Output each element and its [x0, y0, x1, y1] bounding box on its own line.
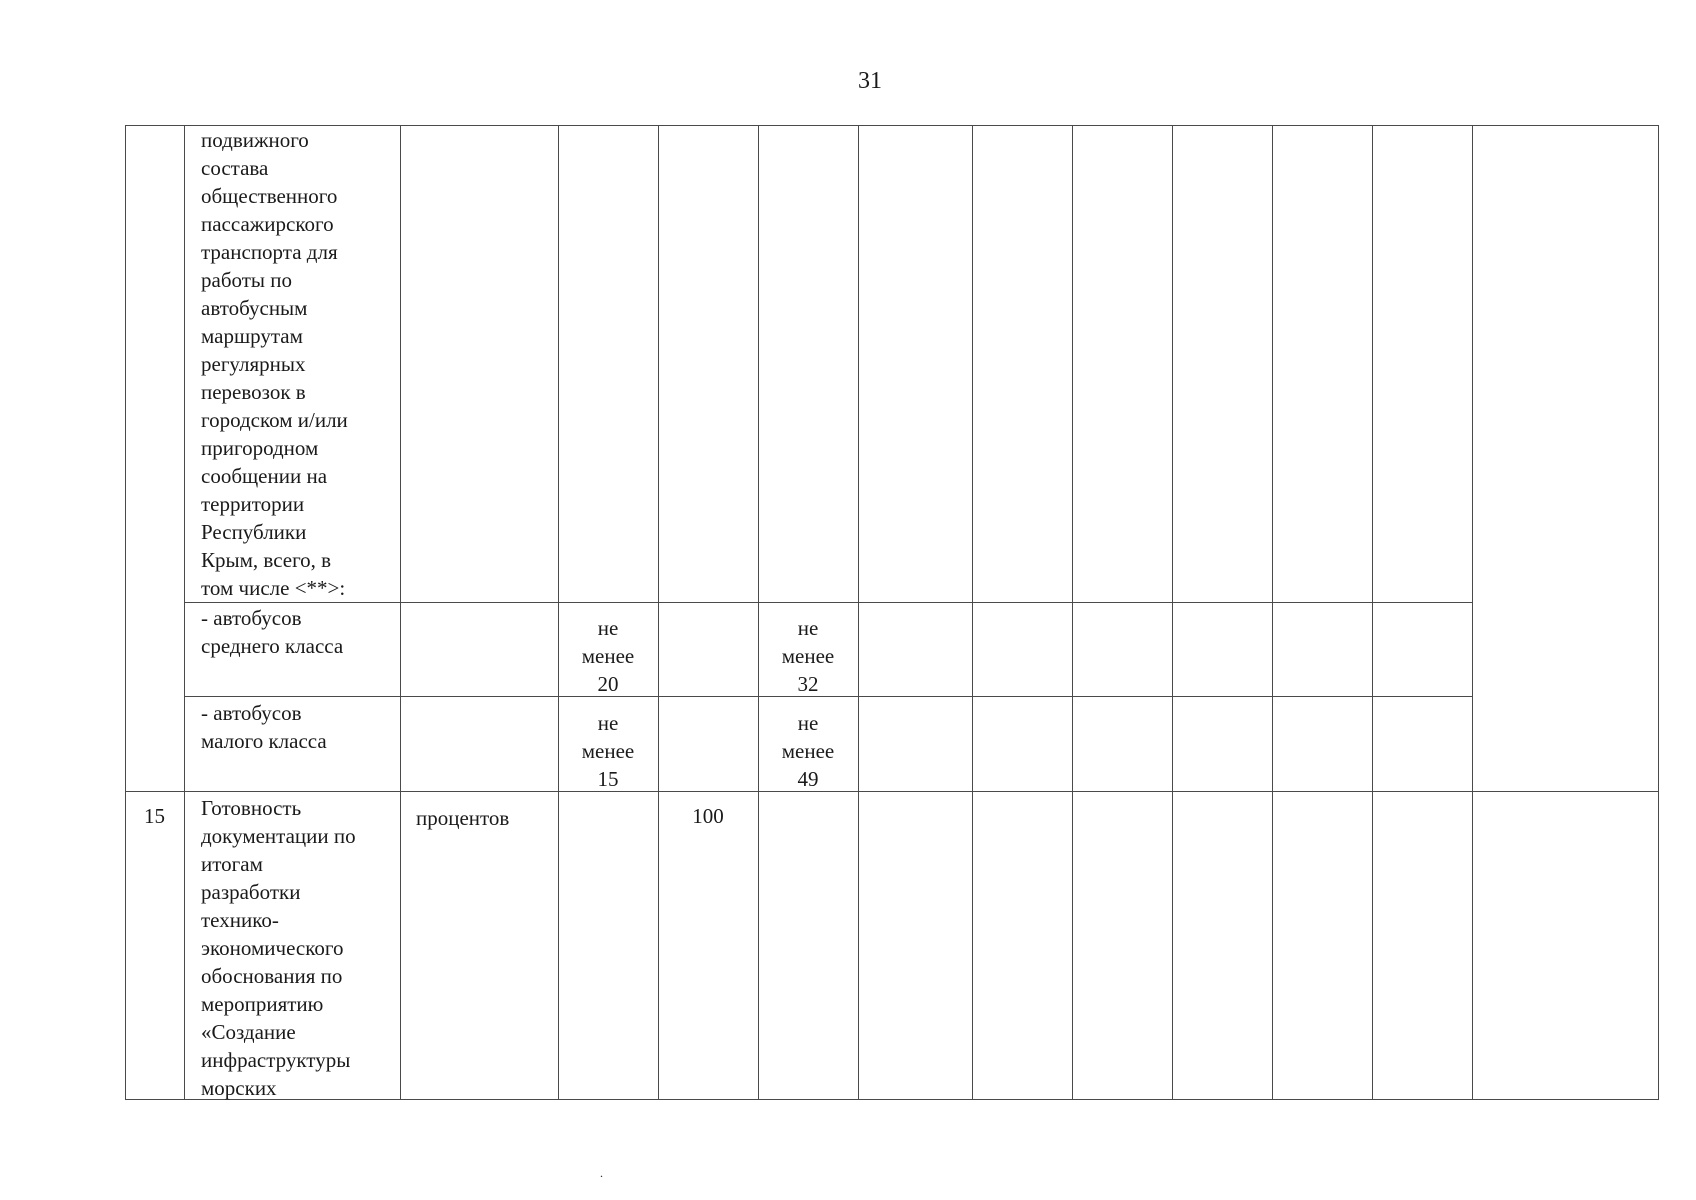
subrow-name-small-buses: - автобусов малого класса [201, 701, 327, 753]
table-border-right [1658, 125, 1659, 1100]
row-15-unit: процентов [416, 806, 510, 830]
continued-indicator-name: подвижного состава общественного пассажирского транспорта для работы по автобусным маршрутам регулярных перевозок в городском и/или пригородном сообщении на территории Республики Крым, всего, в том числе <**>: [201, 128, 348, 600]
column-divider [184, 125, 185, 1100]
column-divider [1072, 125, 1073, 1100]
table-border-left [125, 125, 126, 1100]
column-divider [1372, 125, 1373, 1100]
subrow-name-medium-buses: - автобусов среднего класса [201, 606, 344, 658]
row-divider [125, 791, 1659, 792]
subrow-value-small-col1: не менее 15 [581, 711, 635, 791]
column-divider [658, 125, 659, 1100]
footer-mark: . [600, 1166, 603, 1180]
row-15-value-col2: 100 [692, 804, 724, 828]
column-divider [400, 125, 401, 1100]
subrow-value-medium-col3: не менее 32 [781, 616, 835, 696]
page-number: 31 [858, 68, 882, 94]
subrow-divider [184, 602, 1472, 603]
column-divider [558, 125, 559, 1100]
column-divider [1172, 125, 1173, 1100]
column-divider [758, 125, 759, 1100]
column-divider [1472, 125, 1473, 1100]
row-15-indicator-name: Готовность документации по итогам разработки технико- экономического обоснования по мероприятию «Создание инфраструктуры морских [201, 796, 356, 1100]
subrow-value-medium-col1: не менее 20 [581, 616, 635, 696]
row-number: 15 [144, 804, 165, 828]
subrow-value-small-col3: не менее 49 [781, 711, 835, 791]
column-divider [1272, 125, 1273, 1100]
column-divider [972, 125, 973, 1100]
column-divider [858, 125, 859, 1100]
